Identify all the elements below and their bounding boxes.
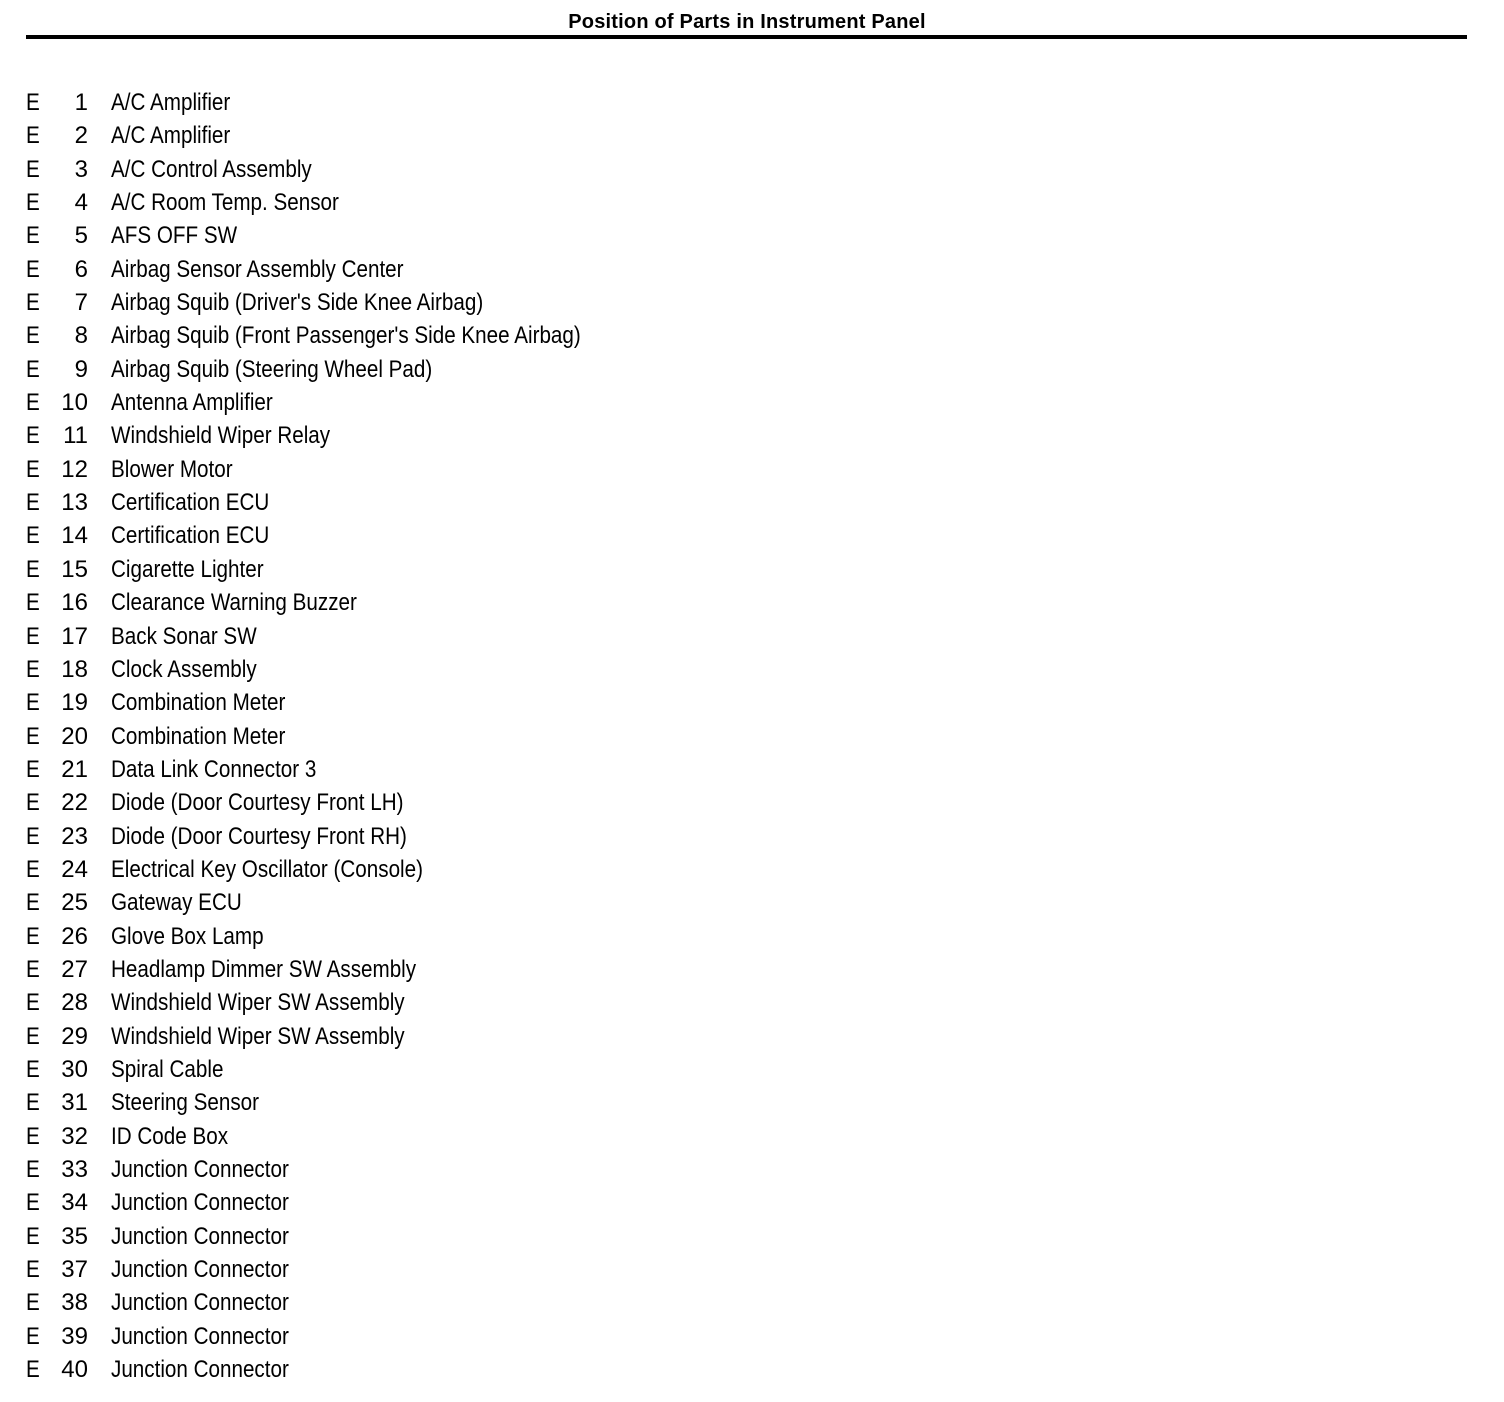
part-row xyxy=(0,119,1000,152)
part-row xyxy=(0,186,1000,219)
part-number: 10 xyxy=(61,389,88,417)
part-number: 23 xyxy=(61,822,88,850)
part-prefix: E xyxy=(26,722,40,750)
part-prefix: E xyxy=(26,155,40,183)
part-row xyxy=(0,1186,1000,1219)
part-number: 12 xyxy=(61,455,88,483)
part-number: 5 xyxy=(74,222,88,250)
part-row xyxy=(0,219,1000,252)
part-row xyxy=(0,319,1000,352)
part-name: Diode (Door Courtesy Front RH) xyxy=(111,822,407,850)
part-prefix: E xyxy=(26,489,40,517)
part-name: Windshield Wiper SW Assembly xyxy=(111,989,405,1017)
part-number: 14 xyxy=(61,522,88,550)
part-row xyxy=(0,86,1000,119)
part-name: Junction Connector xyxy=(111,1256,289,1284)
part-number: 9 xyxy=(74,355,88,383)
part-number: 35 xyxy=(61,1222,88,1250)
part-prefix: E xyxy=(26,855,40,883)
part-number: 27 xyxy=(61,955,88,983)
part-number: 34 xyxy=(61,1189,88,1217)
part-row xyxy=(0,153,1000,186)
part-number: 40 xyxy=(61,1356,88,1384)
part-name: Combination Meter xyxy=(111,722,286,750)
part-prefix: E xyxy=(26,822,40,850)
part-row xyxy=(0,620,1000,653)
part-row xyxy=(0,386,1000,419)
part-prefix: E xyxy=(26,89,40,116)
part-row xyxy=(0,453,1000,486)
part-number: 24 xyxy=(61,855,88,883)
part-prefix: E xyxy=(26,1356,40,1384)
part-name: Data Link Connector 3 xyxy=(111,755,317,783)
part-name: Certification ECU xyxy=(111,489,270,517)
part-name: Junction Connector xyxy=(111,1156,289,1183)
part-number: 1 xyxy=(74,89,88,116)
part-prefix: E xyxy=(26,189,40,217)
part-prefix: E xyxy=(26,1089,40,1117)
part-row xyxy=(0,419,1000,452)
part-number: 13 xyxy=(61,489,88,517)
title-divider xyxy=(26,35,1467,39)
part-number: 26 xyxy=(61,922,88,950)
part-row xyxy=(0,1253,1000,1286)
part-name: Airbag Squib (Steering Wheel Pad) xyxy=(111,355,433,383)
part-number: 25 xyxy=(61,889,88,917)
part-prefix: E xyxy=(26,355,40,383)
part-row xyxy=(0,720,1000,753)
part-name: Antenna Amplifier xyxy=(111,389,273,417)
part-prefix: E xyxy=(26,889,40,917)
part-number: 6 xyxy=(74,255,88,283)
part-row xyxy=(0,553,1000,586)
part-number: 4 xyxy=(74,189,88,217)
part-row xyxy=(0,353,1000,386)
part-name: ID Code Box xyxy=(111,1122,229,1150)
part-name: Junction Connector xyxy=(111,1289,289,1317)
part-row xyxy=(0,286,1000,319)
part-row xyxy=(0,486,1000,519)
part-row xyxy=(0,1020,1000,1053)
part-prefix: E xyxy=(26,955,40,983)
part-number: 38 xyxy=(61,1289,88,1317)
page-title: Position of Parts in Instrument Panel xyxy=(568,11,926,33)
part-prefix: E xyxy=(26,389,40,417)
part-name: Spiral Cable xyxy=(111,1055,224,1083)
part-prefix: E xyxy=(26,455,40,483)
part-prefix: E xyxy=(26,522,40,550)
part-name: Junction Connector xyxy=(111,1222,289,1250)
part-number: 8 xyxy=(74,322,88,350)
part-name: Blower Motor xyxy=(111,455,233,483)
part-name: Electrical Key Oscillator (Console) xyxy=(111,855,423,883)
part-number: 29 xyxy=(61,1022,88,1050)
part-prefix: E xyxy=(26,122,40,150)
part-row xyxy=(0,853,1000,886)
part-name: A/C Control Assembly xyxy=(111,155,312,183)
part-prefix: E xyxy=(26,755,40,783)
part-prefix: E xyxy=(26,1055,40,1083)
part-row xyxy=(0,1086,1000,1119)
part-row xyxy=(0,653,1000,686)
part-prefix: E xyxy=(26,689,40,717)
part-prefix: E xyxy=(26,555,40,583)
part-row xyxy=(0,1220,1000,1253)
part-row xyxy=(0,686,1000,719)
part-row xyxy=(0,1286,1000,1319)
part-name: Junction Connector xyxy=(111,1322,289,1350)
part-prefix: E xyxy=(26,289,40,317)
part-row xyxy=(0,953,1000,986)
part-prefix: E xyxy=(26,1322,40,1350)
part-prefix: E xyxy=(26,322,40,350)
part-prefix: E xyxy=(26,655,40,683)
part-number: 17 xyxy=(61,622,88,650)
part-row xyxy=(0,1320,1000,1353)
part-name: Airbag Squib (Front Passenger's Side Knee Airbag) xyxy=(111,322,581,350)
part-prefix: E xyxy=(26,1022,40,1050)
part-prefix: E xyxy=(26,1189,40,1217)
part-prefix: E xyxy=(26,989,40,1017)
part-prefix: E xyxy=(26,255,40,283)
part-number: 3 xyxy=(74,155,88,183)
part-name: Windshield Wiper SW Assembly xyxy=(111,1022,405,1050)
part-number: 22 xyxy=(61,789,88,817)
part-name: Diode (Door Courtesy Front LH) xyxy=(111,789,404,817)
part-row xyxy=(0,820,1000,853)
part-number: 18 xyxy=(61,655,88,683)
part-name: Back Sonar SW xyxy=(111,622,257,650)
part-name: Gateway ECU xyxy=(111,889,242,917)
part-name: A/C Room Temp. Sensor xyxy=(111,189,339,217)
part-number: 11 xyxy=(63,422,88,450)
part-row xyxy=(0,886,1000,919)
part-row xyxy=(0,253,1000,286)
part-row xyxy=(0,1120,1000,1153)
part-number: 15 xyxy=(61,555,88,583)
part-name: A/C Amplifier xyxy=(111,89,231,116)
part-number: 16 xyxy=(61,589,88,617)
part-name: Junction Connector xyxy=(111,1356,289,1384)
part-number: 32 xyxy=(61,1122,88,1150)
part-number: 37 xyxy=(61,1256,88,1284)
part-row xyxy=(0,519,1000,552)
part-name: Clearance Warning Buzzer xyxy=(111,589,357,617)
part-name: Glove Box Lamp xyxy=(111,922,264,950)
part-prefix: E xyxy=(26,789,40,817)
part-row xyxy=(0,1353,1000,1386)
part-row xyxy=(0,586,1000,619)
part-prefix: E xyxy=(26,1222,40,1250)
part-prefix: E xyxy=(26,1256,40,1284)
parts-list xyxy=(0,86,1000,1386)
part-row xyxy=(0,920,1000,953)
part-prefix: E xyxy=(26,1156,40,1183)
part-row xyxy=(0,786,1000,819)
part-name: Certification ECU xyxy=(111,522,270,550)
part-prefix: E xyxy=(26,222,40,250)
part-name: Steering Sensor xyxy=(111,1089,260,1117)
part-name: AFS OFF SW xyxy=(111,222,238,250)
part-name: Combination Meter xyxy=(111,689,286,717)
part-number: 31 xyxy=(61,1089,88,1117)
part-name: Headlamp Dimmer SW Assembly xyxy=(111,955,417,983)
part-name: A/C Amplifier xyxy=(111,122,231,150)
part-name: Windshield Wiper Relay xyxy=(111,422,331,450)
part-number: 20 xyxy=(61,722,88,750)
part-name: Airbag Sensor Assembly Center xyxy=(111,255,404,283)
part-name: Cigarette Lighter xyxy=(111,555,264,583)
part-number: 7 xyxy=(74,289,88,317)
part-name: Airbag Squib (Driver's Side Knee Airbag) xyxy=(111,289,484,317)
part-number: 30 xyxy=(61,1055,88,1083)
part-row xyxy=(0,753,1000,786)
part-prefix: E xyxy=(26,922,40,950)
part-number: 21 xyxy=(61,755,88,783)
part-number: 28 xyxy=(61,989,88,1017)
part-name: Junction Connector xyxy=(111,1189,289,1217)
part-prefix: E xyxy=(26,1122,40,1150)
part-number: 39 xyxy=(61,1322,88,1350)
part-prefix: E xyxy=(26,422,40,450)
part-row xyxy=(0,1153,1000,1186)
part-number: 19 xyxy=(61,689,88,717)
part-prefix: E xyxy=(26,1289,40,1317)
part-prefix: E xyxy=(26,589,40,617)
part-row xyxy=(0,1053,1000,1086)
part-row xyxy=(0,986,1000,1019)
part-number: 2 xyxy=(74,122,88,150)
part-name: Clock Assembly xyxy=(111,655,257,683)
part-prefix: E xyxy=(26,622,40,650)
part-number: 33 xyxy=(61,1156,88,1183)
